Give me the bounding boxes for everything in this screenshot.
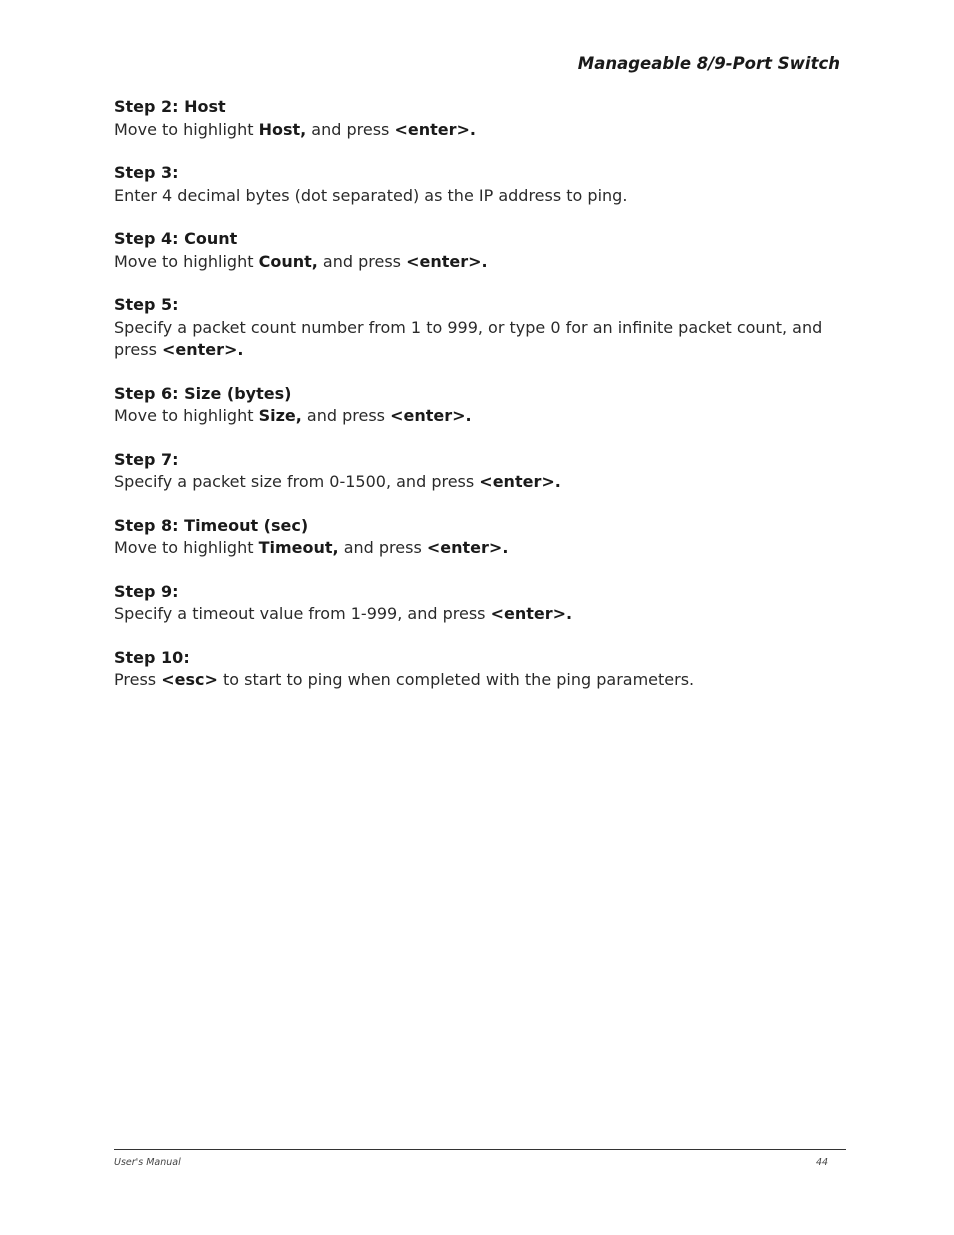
instruction-text: and press [338,538,427,557]
step-title: Step 5: [114,295,179,314]
step-title: Step 2: Host [114,97,226,116]
step-instruction [114,537,834,560]
instruction-text: Specify a timeout value from 1-999, and press [114,604,491,623]
instruction-text: and press [301,406,391,425]
step-title: Step 4: Count [114,229,238,248]
emphasized-term: <enter>. [479,472,561,491]
step-title: Step 7: [114,449,179,469]
step-instruction [114,405,834,428]
emphasized-term: <enter>. [406,251,488,271]
step-section [114,162,834,207]
step-section [114,96,834,141]
instruction-text: Move to highlight [114,538,259,557]
emphasized-term: Timeout, [258,538,339,557]
step-instruction [114,185,834,208]
step-title: Step 10: [114,647,190,667]
footer-divider [114,1149,846,1150]
instruction-text: Specify a packet count number from 1 to 999, or type 0 for an infinite packet count, and press [114,317,823,359]
footer-page-number: 44 [816,1157,829,1168]
step-section [114,449,834,494]
footer-manual-label: User's Manual [114,1157,181,1168]
step-title: Step 3: [114,163,179,182]
emphasized-term: Count, [258,251,318,271]
step-instruction [114,669,834,692]
step-section [114,515,834,560]
instruction-text: Enter 4 decimal bytes (dot separated) as the IP address to ping. [114,185,628,205]
step-instruction [114,317,834,362]
step-section [114,294,834,362]
step-title: Step 6: Size (bytes) [114,383,292,403]
emphasized-term: <enter>. [490,604,573,623]
step-section [114,581,834,626]
instruction-text: and press [317,251,407,271]
step-instruction [114,603,834,626]
step-instruction [114,251,834,274]
instruction-text: Move to highlight [114,251,259,271]
step-section [114,647,834,692]
emphasized-term: <esc> [161,670,218,689]
instruction-text: Move to highlight [114,406,259,425]
emphasized-term: <enter>. [394,119,477,139]
step-title: Step 8: Timeout (sec) [114,515,309,535]
instruction-text: and press [306,119,395,139]
step-title: Step 9: [114,581,179,601]
step-section [114,383,834,428]
step-instruction [114,119,834,142]
emphasized-term: <enter>. [426,538,509,557]
emphasized-term: <enter>. [390,406,472,425]
page-header-title: Manageable 8/9-Port Switch [577,54,840,73]
steps-list [114,96,834,713]
instruction-text: Move to highlight [114,119,259,139]
instruction-text: Press [114,670,162,689]
emphasized-term: <enter>. [161,340,244,359]
step-section [114,228,834,273]
instruction-text: to start to ping when completed with the ping parameters. [217,670,695,689]
emphasized-term: Size, [258,406,302,425]
emphasized-term: Host, [258,119,307,139]
step-instruction [114,471,834,494]
instruction-text: Specify a packet size from 0-1500, and press [114,472,480,491]
